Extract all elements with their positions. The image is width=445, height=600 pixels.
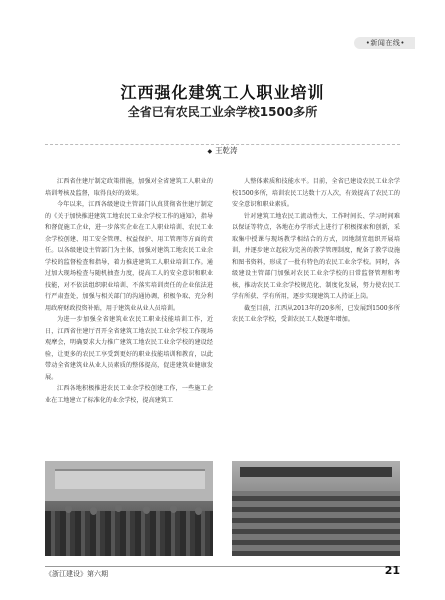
article-title: 江西强化建筑工人职业培训 [120,83,325,102]
paragraph: 江西各地积极推进农民工业余学校创建工作，一些施工企业在工地建立了标准化的业余学校，提高建筑工 [45,385,213,404]
journal-name: 《浙江建设》第六期 [45,570,108,578]
paragraph: 江西省住建厅制定政策措施，加强对全省建筑工人职业的培训考核及监督，取得良好的效果。 [45,178,213,197]
article-column-left [45,176,213,406]
article-subtitle: 全省已有农民工业余学校1500多所 [127,105,318,119]
photo-roof [55,469,205,489]
photo-audience [232,491,400,556]
photo-outdoor-meeting [45,461,213,556]
section-tag: •新闻在线• [354,37,415,49]
paragraph: 为进一步加强全省建筑业农民工职业技能培训工作，近日，江西省住建厅召开全省建筑工地农民工业余学校工作现场观摩会，明确要求大力推广建筑工地农民工业余学校的建设经验，让更多的农民工享受到更好的职业技能培训和教育，以此带动全省建筑业从业人员素质的整体提高，促进建筑业健康发展。 [45,316,213,381]
author-name: 王乾涛 [215,146,238,155]
photo-person [143,506,150,514]
author-line [0,138,445,157]
photo-classroom [232,461,400,556]
photo-person [195,507,202,515]
article-column-right [232,176,400,326]
photo-banner [240,467,392,477]
photo-person [65,505,72,513]
photo-crowd [45,511,213,556]
photo-person [170,505,177,513]
photo-person [115,504,122,512]
paragraph: 人整体素质和技能水平。目前，全省已建设农民工业余学校1500多所，培训农民工达数十万人次，有效提高了农民工的安全意识和职业素质。 [232,178,400,208]
photo-person [90,507,97,515]
paragraph: 截至目前，江西从2013年的20多所，已发展到1500多所农民工业余学校，受训农民工人数逐年增加。 [232,304,400,323]
footer-divider [45,566,400,567]
paragraph: 针对建筑工地农民工流动性大、工作时间长、学习时间难以保证等特点，各地在办学形式上进行了积极探索和创新，采取集中授课与现场教学相结合的方式，因地制宜组织开展培训，并逐步建立起较为完善的教学管理制度，配备了教学设施和图书资料，形成了一批有特色的农民工业余学校。同时，各级建设主管部门加强对农民工业余学校的日常监督管理和考核，推动农民工业余学校规范化、制度化发展，努力使农民工学有所获、学有所用，逐步实现建筑工人持证上岗。 [232,212,400,300]
page-number: 21 [384,564,400,577]
diamond-bullet-icon: ◆ [207,148,213,155]
paragraph: 今年以来，江西各级建设主管部门认真贯彻省住建厅制定的《关于加快推进建筑工地农民工业余学校工作的通知》，指导和督促施工企业，进一步落实企业在工人职业培训、农民工业余学校创建、用工安全管理、权益保护、用工管理等方面的责任。以各级建设主管部门为主体，加强对建筑工地农民工业余学校的监督检查和指导，着力推进建筑工人职业培训工作。通过加大现场检查与随机抽查力度，提高工人的安全意识和职业技能，对不依法组织职业培训、不落实培训责任的企业依法进行严肃查处，加强与相关部门的沟通协调，积极争取、充分利用政府财政投资补贴，用于建筑业从业人员培训。 [45,201,213,312]
